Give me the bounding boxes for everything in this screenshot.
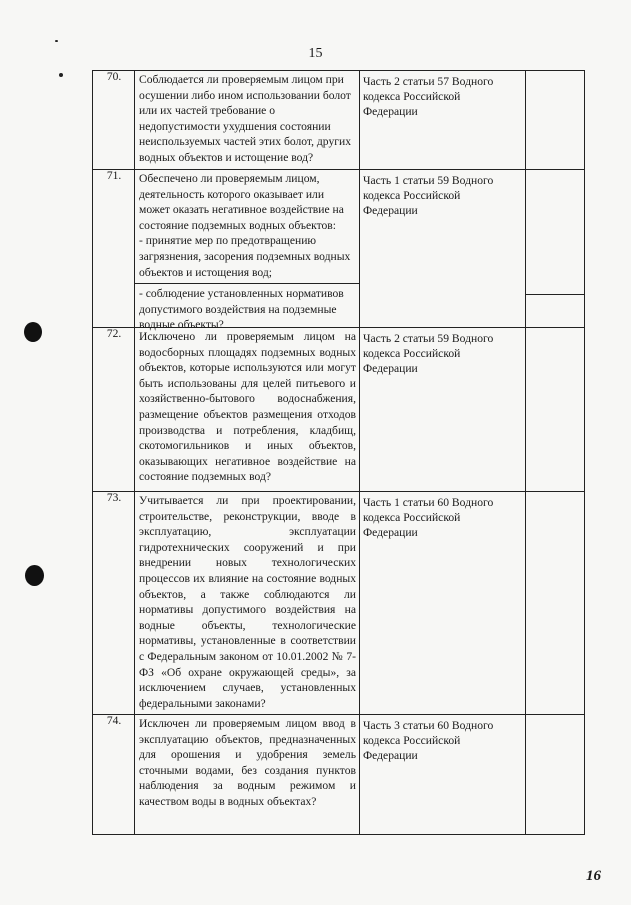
handwritten-page-mark: 16 <box>586 868 601 884</box>
table-row <box>93 715 584 834</box>
row-number: 71. <box>106 170 122 182</box>
row-number: 70. <box>106 71 122 83</box>
requirement-text: Исключено ли проверяемым лицом на водосборных площадях подземных водных объектов, которые используются или могут быть использованы для целей питьевого и хозяйственно-бытового водоснабжения, размещение объектов размещения отходов производства и потребления, кладбищ, скотомогильников и иных объектов, оказывающих негативное воздействие на состояние подземных вод? <box>139 330 356 484</box>
requirement-text: Учитывается ли при проектировании, строительстве, реконструкции, вводе в эксплуатацию, эксплуатации гидротехнических сооружений и при внедрении новых технологических процессов их влияние на состояние водных объектов, а также соблюдаются ли нормативы допустимого воздействия на водные объекты, технологические нормативы, установленные в соответствии с Федеральным законом от 10.01.2002 № 7-ФЗ «Об охране окружающей среды», за исключением случаев, установленных федеральными законами? <box>139 494 356 710</box>
table-row <box>93 328 584 492</box>
requirement-text: Соблюдается ли проверяемым лицом при осушении либо ином использовании болот или их частей требование о недопустимости ухудшения состоянии неиспользуемых частей этих болот, других водных объектов и истощение вод? <box>139 73 352 164</box>
requirement-intro: Обеспечено ли проверяемым лицом, деятельность которого оказывает или может оказать негативное воздействие на состояние подземных водных объектов: <box>139 172 344 232</box>
table-row <box>93 492 584 715</box>
legal-reference: Часть 1 статьи 60 Водного кодекса Российской Федерации <box>363 496 494 539</box>
binder-hole-top <box>24 322 42 342</box>
scan-speck <box>55 40 58 42</box>
legal-reference: Часть 2 статьи 57 Водного кодекса Российской Федерации <box>363 75 494 118</box>
requirement-item: - принятие мер по предотвращению загрязнения, засорения подземных водных объектов и истощения вод; <box>139 234 351 279</box>
row-number: 72. <box>106 328 122 340</box>
table-row <box>93 71 584 170</box>
row-number: 73. <box>106 492 122 504</box>
binder-hole-bottom <box>25 565 44 586</box>
row-number: 74. <box>106 715 122 727</box>
legal-reference: Часть 1 статьи 59 Водного кодекса Российской Федерации <box>363 174 494 217</box>
legal-reference: Часть 2 статьи 59 Водного кодекса Российской Федерации <box>363 332 494 375</box>
requirement-text <box>139 171 356 280</box>
sub-row-divider <box>134 283 359 284</box>
page-number: 15 <box>308 46 323 61</box>
table-row <box>93 170 584 332</box>
requirement-item: - соблюдение установленных нормативов допустимого воздействия на подземные водные объекты? <box>139 287 344 332</box>
requirement-text: Исключен ли проверяемым лицом ввод в эксплуатацию объектов, предназначенных для орошения и удобрения земель сточными водами, без создания пунктов наблюдения за водным режимом и качеством воды в водных объектах? <box>139 717 356 808</box>
checklist-table <box>92 70 585 835</box>
legal-reference: Часть 3 статьи 60 Водного кодекса Российской Федерации <box>363 719 494 762</box>
scan-speck <box>59 73 63 77</box>
sub-row-divider <box>525 294 584 295</box>
